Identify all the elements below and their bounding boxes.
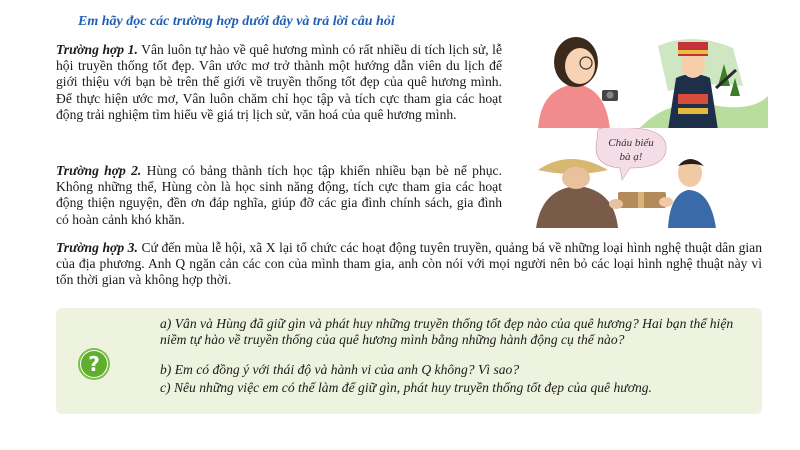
case-3-label: Trường hợp 3. <box>56 240 138 255</box>
case-3-paragraph <box>56 240 762 289</box>
question-mark-icon <box>78 348 110 380</box>
speech-bubble-line-1: Cháu biếu <box>608 137 654 149</box>
case-3-text: Cứ đến mùa lễ hội, xã X lại tổ chức các hoạt động tuyên truyền, quảng bá về những loại hình nghệ thuật dân gian của địa phương. Anh Q ngăn cản các con của mình tham gia, anh còn nói với mọi người nên bỏ các loại hình nghệ thuật này vì tốn thời gian và không hợp thời. <box>56 240 762 288</box>
question-b: b) Em có đồng ý với thái độ và hành vi của anh Q không? Vì sao? <box>160 362 520 377</box>
question-mark-glyph: ? <box>81 351 107 377</box>
case-2-paragraph <box>56 163 502 228</box>
gift-scene-illustration <box>518 128 768 228</box>
question-a: a) Vân và Hùng đã giữ gìn và phát huy những truyền thống tốt đẹp nào của quê hương? Hai bạn thể hiện niềm tự hào về truyền thống của quê hương mình bằng những hành động cụ thể nào? <box>160 316 734 347</box>
speech-bubble-line-2: bà ạ! <box>619 151 643 163</box>
case-2-label: Trường hợp 2. <box>56 163 142 178</box>
case-1-label: Trường hợp 1. <box>56 42 138 57</box>
photo-scene-illustration <box>518 26 768 130</box>
illustration-gift-giving <box>518 128 768 228</box>
case-2-text: Hùng có bảng thành tích học tập khiến nhiều bạn bè nể phục. Không những thế, Hùng còn là học sinh năng động, tích cực tham gia các hoạt động thiện nguyện, đền ơn đáp nghĩa, giúp đỡ các gia đình chính sách, gia đình có hoàn cảnh khó khăn. <box>56 163 502 227</box>
section-heading: Em hãy đọc các trường hợp dưới đây và trả lời câu hỏi <box>78 14 395 29</box>
question-c: c) Nêu những việc em có thể làm để giữ gìn, phát huy truyền thống tốt đẹp của quê hương. <box>160 380 652 395</box>
case-1-paragraph <box>56 42 502 123</box>
illustration-tour-guide <box>518 26 768 130</box>
case-1-text: Vân luôn tự hào về quê hương mình có rất nhiều di tích lịch sử, lễ hội truyền thống tốt đẹp. Vân ước mơ trở thành một hướng dẫn viên du lịch để giới thiệu với bạn bè trên thế giới về truyền thống tốt đẹp của quê hương mình. Để thực hiện ước mơ, Vân luôn chăm chỉ học tập và tích cực tham gia các hoạt động trải nghiệm tìm hiểu về giá trị lịch sử, văn hoá của quê hương mình. <box>56 42 502 122</box>
